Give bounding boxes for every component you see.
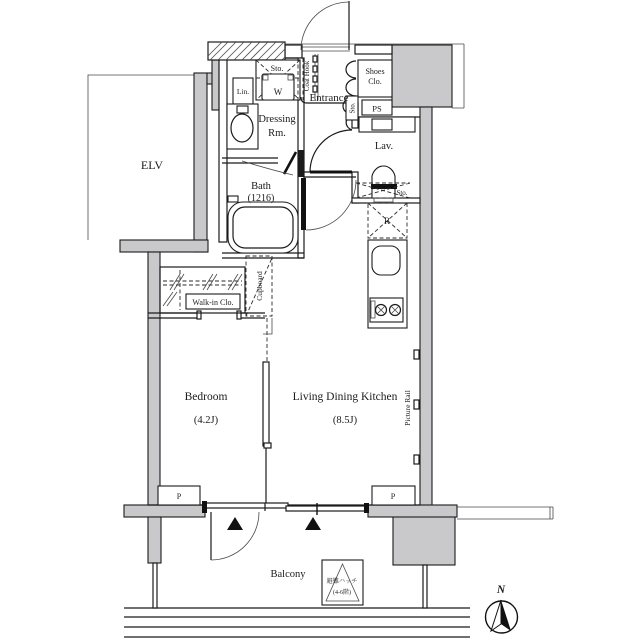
kitchen-sink (372, 246, 400, 275)
evacuation-hatch-label-1: 避難ハッチ (326, 578, 358, 585)
pillar-bottom-right (393, 512, 455, 565)
room-partition (263, 318, 272, 503)
elv-wall-right (194, 73, 207, 252)
washer-storage-label: Sto. (270, 64, 284, 73)
ldk-label: Living Dining Kitchen (292, 391, 398, 403)
balcony-label: Balcony (270, 569, 306, 580)
opening-marker (227, 517, 243, 530)
bedroom-label: Bedroom (184, 391, 228, 403)
dressing-room-fixtures (227, 58, 303, 149)
shoes-closet-doors (346, 61, 356, 96)
lavatory-storage-label: Sto. (396, 189, 408, 197)
pipe-shaft-label: PS (372, 103, 382, 114)
bath-label: Bath (251, 181, 271, 192)
bathtub (228, 202, 298, 253)
pipe-boxes (158, 486, 415, 505)
lavatory-label: Lav. (374, 141, 394, 152)
refrigerator-label: R (383, 216, 391, 226)
evacuation-hatch-label-2: (4-6階) (333, 590, 351, 596)
compass-north-label: N (496, 584, 506, 596)
balcony-wall-right (368, 505, 457, 517)
south-windows (202, 501, 369, 515)
compass-needle-light (491, 600, 501, 631)
toilet (372, 166, 395, 198)
bath-door-leaf (284, 152, 296, 174)
walk-in-closet-label: Walk-in Clo. (192, 298, 234, 307)
pipe-right-label: P (390, 492, 396, 501)
dressing-room-label-1: Dressing (258, 114, 296, 125)
bedroom-size-label: (4.2J) (193, 415, 219, 426)
coat-hook-label: Coat Hook (303, 60, 311, 92)
entrance-storage-label: Sto. (348, 102, 357, 114)
bath-size-label: (1216) (247, 193, 275, 204)
lavatory-door-arc (310, 130, 352, 172)
cupboard-label: Cupboard (255, 271, 264, 301)
compass (486, 600, 518, 633)
opening-marker (305, 517, 321, 530)
linen-label: Lin. (236, 87, 250, 96)
hatched-wall-block (208, 42, 285, 60)
right-wall (420, 107, 432, 512)
compass-needle-dark (501, 600, 511, 631)
elv-wall-bottom (120, 240, 208, 252)
balcony-pier (148, 517, 161, 563)
entrance-label: Entrance (309, 92, 349, 104)
washer-label: W (273, 87, 283, 97)
picture-rail-label: Picture Rail (403, 390, 412, 426)
unit-wall-left (148, 252, 160, 505)
elevator-label: ELV (140, 158, 164, 172)
window-sash-left (206, 503, 288, 508)
picture-rail-ticks (414, 350, 419, 464)
shoes-closet-label-1: Shoes (365, 67, 385, 76)
window-sash-right (286, 506, 368, 511)
ldk-size-label: (8.5J) (332, 415, 358, 426)
pillar-top-right (392, 45, 452, 107)
dressing-room-label-2: Rm. (268, 128, 286, 139)
ldk-door (301, 178, 356, 230)
pipe-left-label: P (176, 492, 182, 501)
shoes-closet-label-2: Clo. (368, 77, 382, 86)
sliding-door-panel (263, 362, 269, 446)
balcony-wall-left (124, 505, 205, 517)
balcony-railing (124, 608, 470, 637)
